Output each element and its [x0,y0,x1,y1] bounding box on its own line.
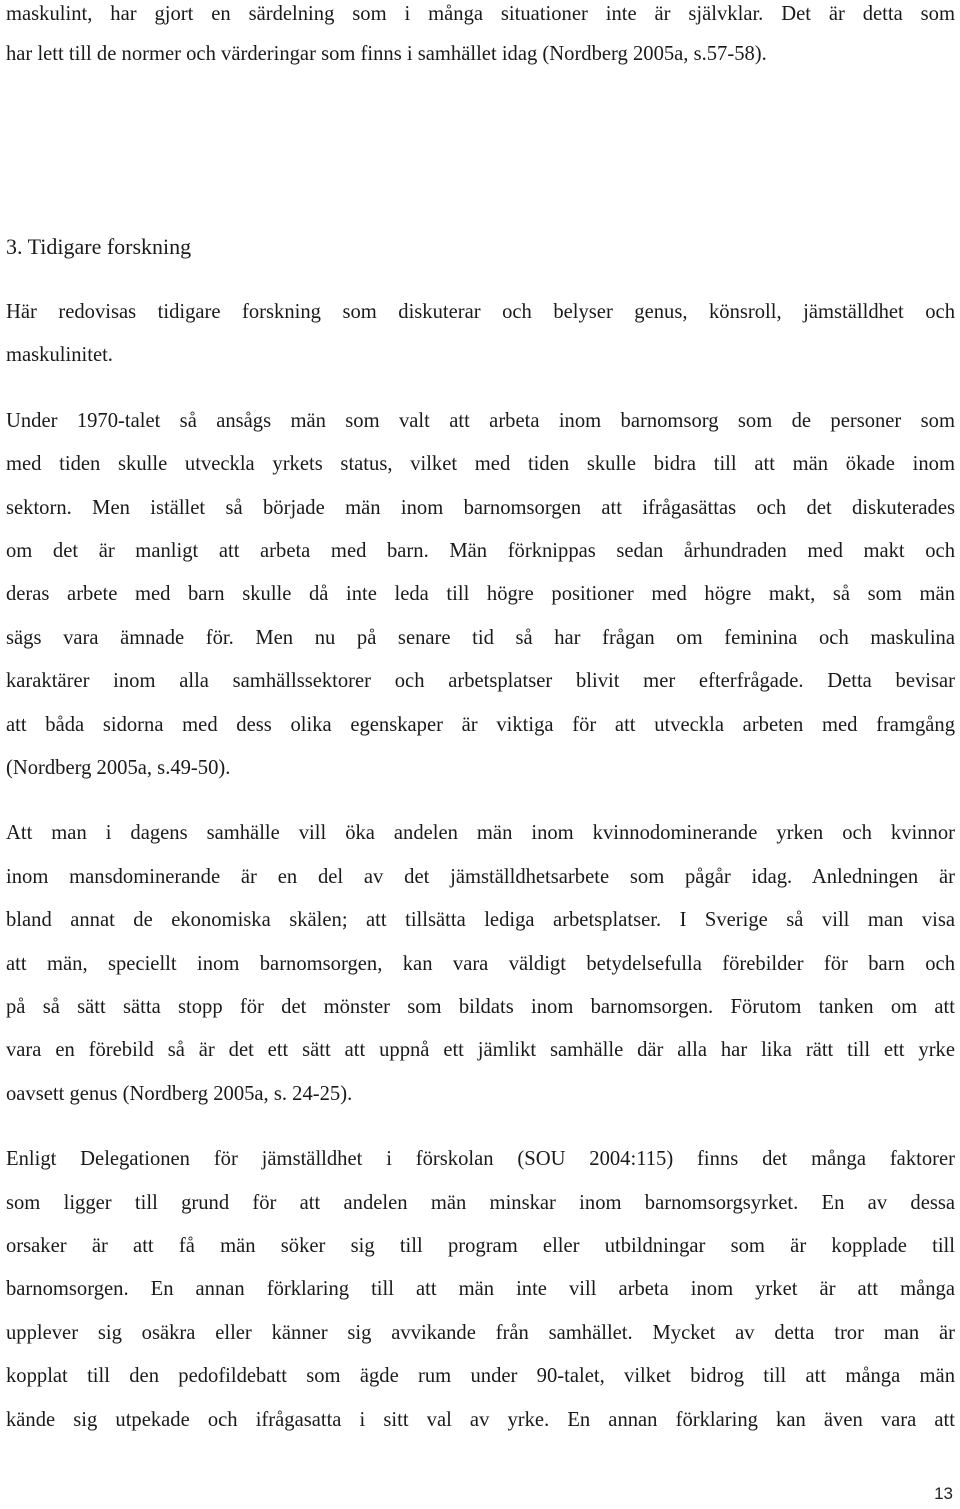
section-heading: 3. Tidigare forskning [6,234,192,259]
paragraph-2-line-1: Att man i dagens samhälle vill öka andelen män inom kvinnodominerande yrken och kvinnor [6,822,955,844]
paragraph-1-line-7: karaktärer inom alla samhällssektorer och arbetsplatser blivit mer efterfrågade. Detta bevisar [6,670,955,692]
paragraph-1-line-6: sägs vara ämnade för. Men nu på senare tid så har frågan om feminina och maskulina [6,627,955,649]
paragraph-1-line-4: om det är manligt att arbeta med barn. Män förknippas sedan århundraden med makt och [6,540,955,562]
section-lead-line-2: maskulinitet. [6,344,113,366]
paragraph-3-line-6: kopplat till den pedofildebatt som ägde rum under 90-talet, vilket bidrog till att många män [6,1365,955,1387]
paragraph-2-line-2: inom mansdominerande är en del av det jämställdhetsarbete som pågår idag. Anledningen är [6,866,955,888]
paragraph-2-line-3: bland annat de ekonomiska skälen; att tillsätta lediga arbetsplatser. I Sverige så vill man visa [6,909,955,931]
paragraph-1-line-3: sektorn. Men istället så började män inom barnomsorgen att ifrågasättas och det diskuterades [6,497,955,519]
paragraph-3-line-1: Enligt Delegationen för jämställdhet i förskolan (SOU 2004:115) finns det många faktorer [6,1148,955,1170]
paragraph-1-line-8: att båda sidorna med dess olika egenskaper är viktiga för att utveckla arbeten med framgång [6,714,955,736]
paragraph-2-line-5: på så sätt sätta stopp för det mönster som bildats inom barnomsorgen. Förutom tanken om att [6,996,955,1018]
paragraph-2-line-7: oavsett genus (Nordberg 2005a, s. 24-25). [6,1083,353,1105]
paragraph-1-line-1: Under 1970-talet så ansågs män som valt att arbeta inom barnomsorg som de personer som [6,410,955,432]
paragraph-2-line-6: vara en förebild så är det ett sätt att uppnå ett jämlikt samhälle där alla har lika rätt till ett yrke [6,1039,955,1061]
paragraph-2-line-4: att män, speciellt inom barnomsorgen, kan vara väldigt betydelsefulla förebilder för barn och [6,953,955,975]
section-lead-line-1: Här redovisas tidigare forskning som diskuterar och belyser genus, könsroll, jämställdhet och [6,301,955,323]
paragraph-3-line-2: som ligger till grund för att andelen män minskar inom barnomsorgsyrket. En av dessa [6,1192,955,1214]
intro-line-1: maskulint, har gjort en särdelning som i många situationer inte är självklar. Det är detta som [6,3,955,25]
paragraph-3-line-3: orsaker är att få män söker sig till program eller utbildningar som är kopplade till [6,1235,955,1257]
paragraph-3-line-4: barnomsorgen. En annan förklaring till att män inte vill arbeta inom yrket är att många [6,1278,955,1300]
paragraph-3-line-5: upplever sig osäkra eller känner sig avvikande från samhället. Mycket av detta tror man är [6,1322,955,1344]
paragraph-1-line-2: med tiden skulle utveckla yrkets status, vilket med tiden skulle bidra till att män ökade inom [6,453,955,475]
paragraph-1-line-9: (Nordberg 2005a, s.49-50). [6,757,231,779]
paragraph-1-line-5: deras arbete med barn skulle då inte leda till högre positioner med högre makt, så som män [6,583,955,605]
page-number: 13 [934,1484,953,1503]
paragraph-3-line-7: kände sig utpekade och ifrågasatta i sitt val av yrke. En annan förklaring kan även vara att [6,1409,955,1431]
intro-line-2: har lett till de normer och värderingar som finns i samhället idag (Nordberg 2005a, s.57-58). [6,43,767,65]
